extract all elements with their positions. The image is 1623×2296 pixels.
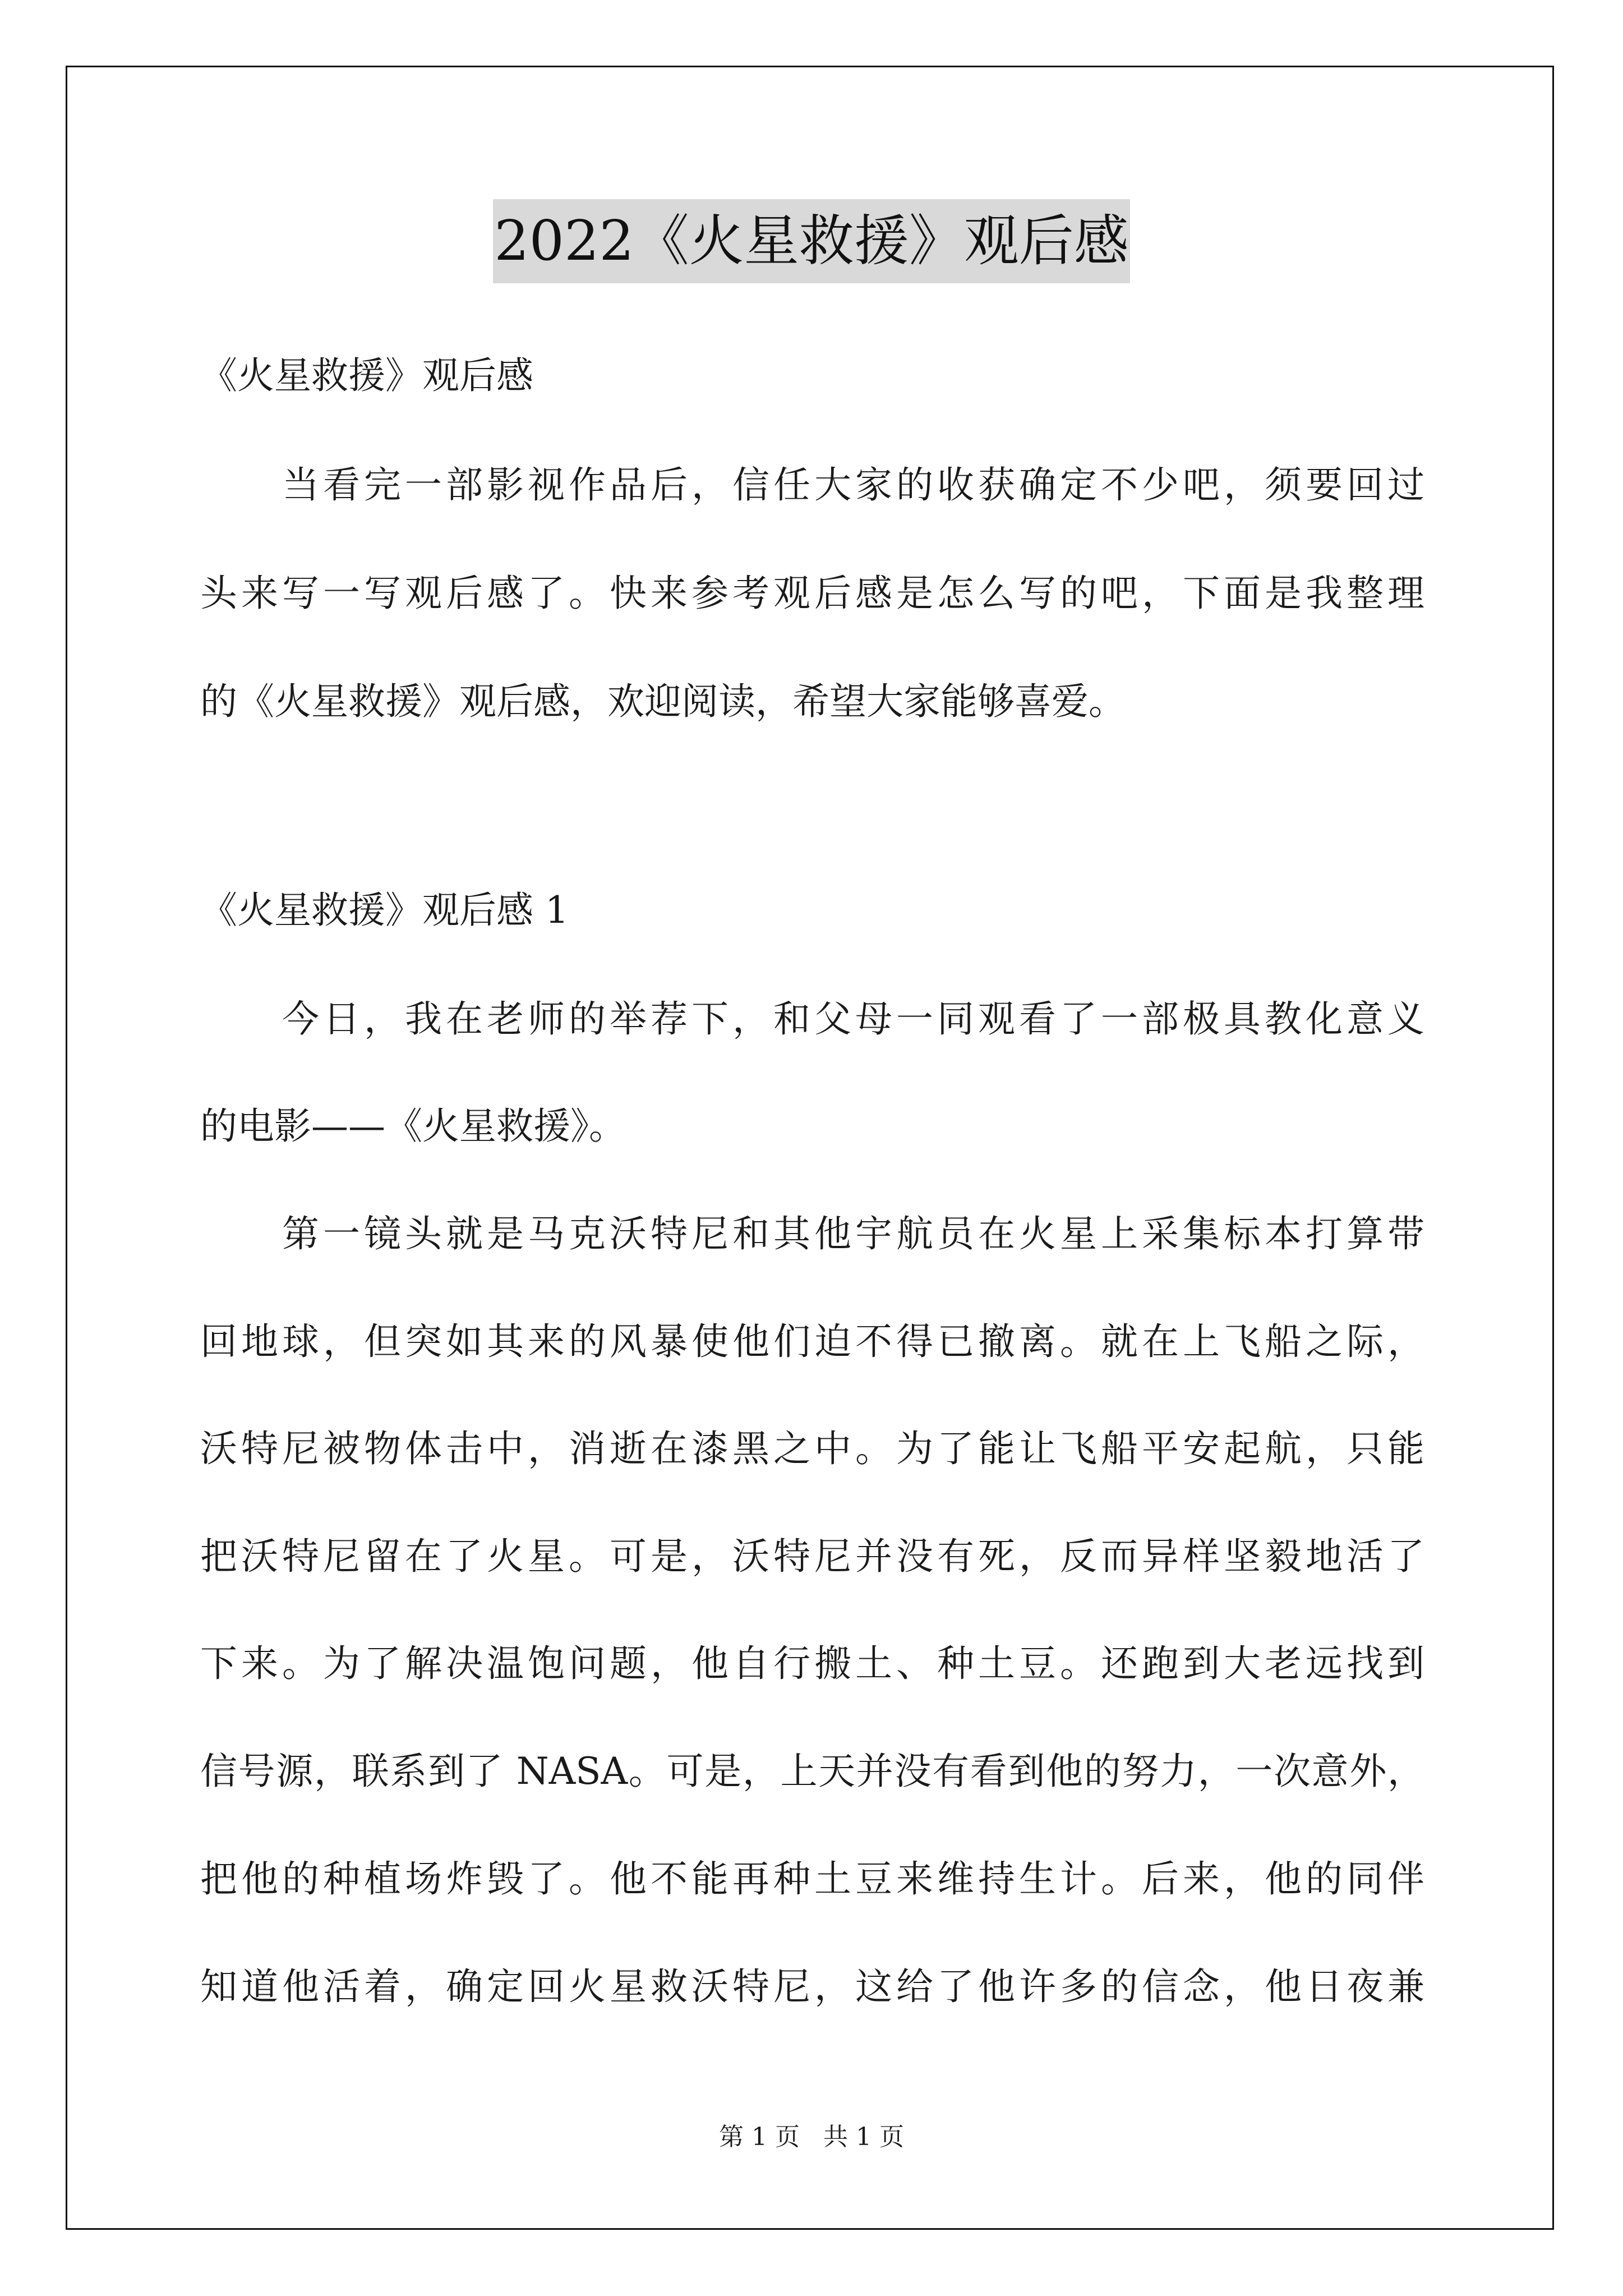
section1-paragraph2-line: 信号源，联系到了 NASA。可是，上天并没有看到他的努力，一次意外， — [200, 1750, 1424, 1793]
intro-heading: 《火星救援》观后感 — [200, 354, 533, 397]
intro-paragraph-line: 头来写一写观后感了。快来参考观后感是怎么写的吧，下面是我整理 — [200, 572, 1424, 615]
page-number-footer: 第 1 页 共 1 页 — [719, 2123, 904, 2151]
section1-paragraph2-line: 第一镜头就是马克沃特尼和其他宇航员在火星上采集标本打算带 — [282, 1212, 1424, 1255]
title-block — [0, 199, 1623, 283]
intro-paragraph-line: 的《火星救援》观后感，欢迎阅读，希望大家能够喜爱。 — [200, 680, 1126, 723]
section1-paragraph2-line: 把他的种植场炸毁了。他不能再种土豆来维持生计。后来，他的同伴 — [200, 1857, 1424, 1901]
document-title: 2022《火星救援》观后感 — [493, 199, 1129, 283]
section1-paragraph2-line: 知道他活着，确定回火星救沃特尼，这给了他许多的信念，他日夜兼 — [200, 1965, 1424, 2008]
section1-paragraph2-line: 下来。为了解决温饱问题，他自行搬土、种土豆。还跑到大老远找到 — [200, 1642, 1424, 1685]
section1-paragraph1-line: 的电影——《火星救援》。 — [200, 1105, 626, 1148]
section1-paragraph2-line: 沃特尼被物体击中，消逝在漆黑之中。为了能让飞船平安起航，只能 — [200, 1427, 1424, 1470]
section1-paragraph2-line: 回地球，但突如其来的风暴使他们迫不得已撤离。就在上飞船之际， — [200, 1320, 1424, 1363]
section1-paragraph2-line: 把沃特尼留在了火星。可是，沃特尼并没有死，反而异样坚毅地活了 — [200, 1535, 1424, 1578]
section1-heading: 《火星救援》观后感 1 — [200, 889, 569, 932]
section1-paragraph1-line: 今日，我在老师的举荐下，和父母一同观看了一部极具教化意义 — [282, 997, 1424, 1041]
intro-paragraph-line: 当看完一部影视作品后，信任大家的收获确定不少吧，须要回过 — [282, 463, 1424, 507]
